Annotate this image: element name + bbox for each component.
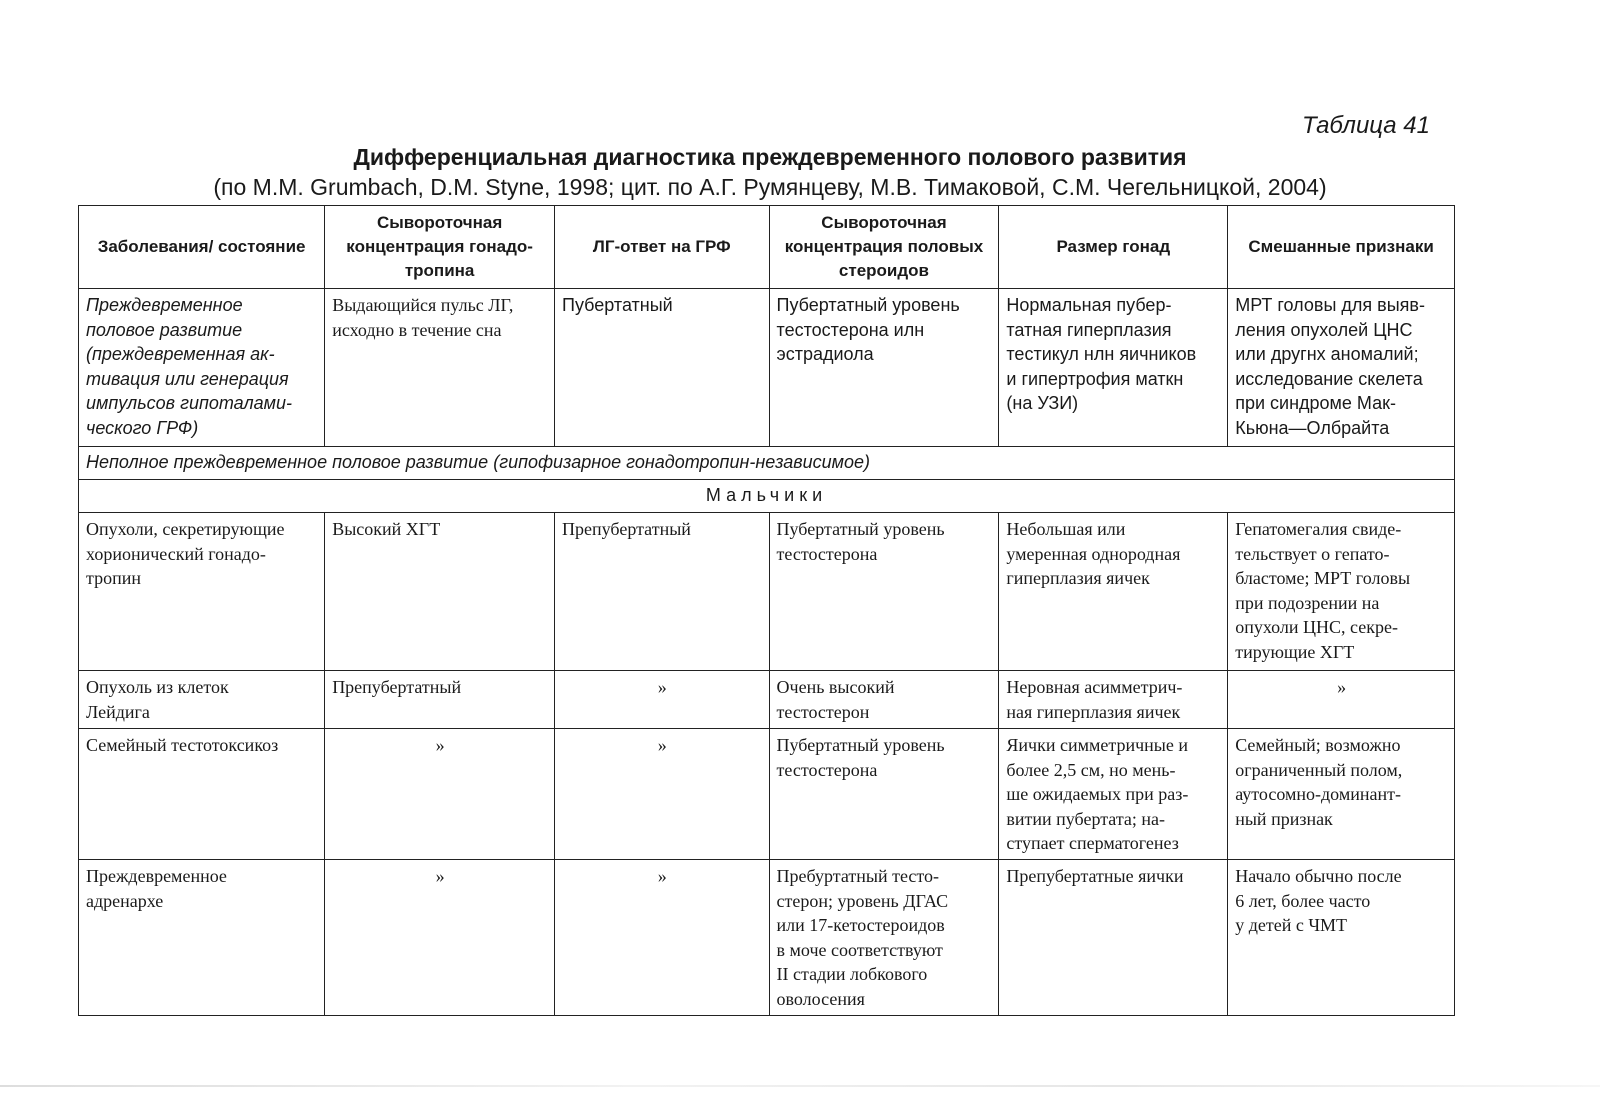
table-cell: » xyxy=(555,729,770,860)
group-label: Мальчики xyxy=(79,480,1455,513)
header-mixed-signs: Смешанные признаки xyxy=(1228,206,1455,289)
group-row xyxy=(79,480,1455,513)
table-cell: » xyxy=(325,860,555,1016)
table-cell: Опухоли, секретирующие хорионический гонадо- тропин xyxy=(79,513,325,671)
table-row xyxy=(79,289,1455,447)
section-row xyxy=(79,447,1455,480)
table-row xyxy=(79,671,1455,729)
header-lh-response: ЛГ-ответ на ГРФ xyxy=(555,206,770,289)
table-cell: Препубертатный xyxy=(325,671,555,729)
header-gonad-size: Размер гонад xyxy=(999,206,1228,289)
table-cell: Преждевременное адренархе xyxy=(79,860,325,1016)
table-cell: Пубертатный уровень тестостерона xyxy=(769,729,999,860)
section-label: Неполное преждевременное половое развитие (гипофизарное гонадотропин-независимое) xyxy=(79,447,1455,480)
table-cell: » xyxy=(555,860,770,1016)
table-cell: » xyxy=(555,671,770,729)
table-cell: Пубертатный уровень тестостерона xyxy=(769,513,999,671)
table-cell: Семейный; возможно ограниченный полом, аутосомно-доминант- ный признак xyxy=(1228,729,1455,860)
table-row xyxy=(79,860,1455,1016)
table-cell: Препубертатный xyxy=(555,513,770,671)
table-cell: Выдающийся пульс ЛГ, исходно в течение сна xyxy=(325,289,555,447)
table-cell: Опухоль из клеток Лейдига xyxy=(79,671,325,729)
table-cell: Препубертатные яички xyxy=(999,860,1228,1016)
header-gonadotropin: Сывороточная концентрация гонадо-тропина xyxy=(325,206,555,289)
table-row xyxy=(79,729,1455,860)
header-disease: Заболевания/ состояние xyxy=(79,206,325,289)
table-row xyxy=(79,513,1455,671)
table-cell: Начало обычно после 6 лет, более часто у детей с ЧМТ xyxy=(1228,860,1455,1016)
table-header-row xyxy=(79,206,1455,289)
table-cell: Пребуртатный тесто- стерон; уровень ДГАС или 17-кетостероидов в моче соответствуют II стадии лобкового оволосения xyxy=(769,860,999,1016)
page-edge xyxy=(0,1085,1600,1087)
table-cell: » xyxy=(325,729,555,860)
table-cell: Яички симметричные и более 2,5 см, но мень- ше ожидаемых при раз- витии пубертата; на- ступает сперматогенез xyxy=(999,729,1228,860)
header-sex-steroids: Сывороточная концентрация половых стероидов xyxy=(769,206,999,289)
table-cell: Семейный тестотоксикоз xyxy=(79,729,325,860)
table-title: Дифференциальная диагностика преждевременного полового развития xyxy=(353,144,1187,170)
table-cell: Гепатомегалия свиде- тельствует о гепато- бластоме; МРТ головы при подозрении на опухоли ЦНС, секре- тирующие ХГТ xyxy=(1228,513,1455,671)
table-cell: Пубертатный xyxy=(555,289,770,447)
table-cell: Высокий ХГТ xyxy=(325,513,555,671)
table-subtitle: (по M.M. Grumbach, D.M. Styne, 1998; цит. по А.Г. Румянцеву, М.В. Тимаковой, С.М. Чегельницкой, 2004) xyxy=(213,174,1327,200)
table-cell: Неровная асимметрич- ная гиперплазия яичек xyxy=(999,671,1228,729)
table-cell: Преждевременное половое развитие (преждевременная ак- тивация или генерация импульсов гипоталами- ческого ГРФ) xyxy=(79,289,325,447)
diagnosis-table xyxy=(78,205,1455,1016)
table-cell: Пубертатный уровень тестостерона илн эстрадиола xyxy=(769,289,999,447)
table-cell: Небольшая или умеренная однородная гиперплазия яичек xyxy=(999,513,1228,671)
table-cell: » xyxy=(1228,671,1455,729)
table-cell: МРТ головы для выяв- ления опухолей ЦНС или другнх аномалий; исследование скелета при синдроме Мак- Кьюна—Олбрайта xyxy=(1228,289,1455,447)
table-cell: Нормальная пубер- татная гиперплазия тестикул нлн яичников и гипертрофия маткн (на УЗИ) xyxy=(999,289,1228,447)
table-cell: Очень высокий тестостерон xyxy=(769,671,999,729)
table-number: Таблица 41 xyxy=(1301,112,1430,139)
